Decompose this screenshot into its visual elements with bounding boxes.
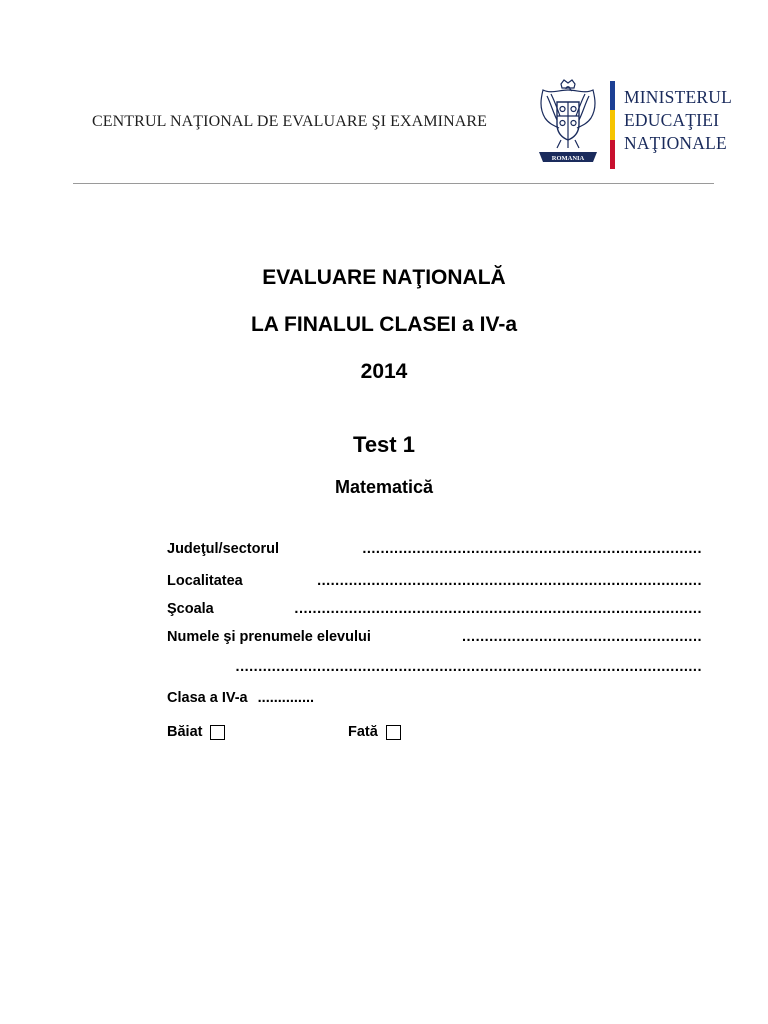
student-name-label: Numele şi prenumele elevului: [167, 629, 375, 645]
exam-title-line-1: EVALUARE NAŢIONALĂ: [262, 266, 506, 289]
county-dots: ...........................................................................: [362, 541, 702, 557]
class-label: Clasa a IV-a: [167, 690, 248, 706]
header-divider: [73, 183, 714, 184]
county-label: Judeţul/sectorul: [167, 541, 283, 557]
ministry-line-2: EDUCAŢIEI: [624, 110, 720, 130]
center-name: CENTRUL NAŢIONAL DE EVALUARE ŞI EXAMINARE: [92, 113, 488, 130]
student-name-continuation-field[interactable]: [167, 659, 702, 679]
ministry-line-1: MINISTERUL: [624, 87, 732, 107]
crest-banner-text: ROMANIA: [551, 155, 585, 162]
school-field[interactable]: [167, 601, 702, 621]
boy-label: Băiat: [167, 724, 203, 740]
gender-boy-option[interactable]: [167, 724, 225, 740]
locality-field[interactable]: [167, 573, 702, 593]
school-label: Şcoala: [167, 601, 218, 617]
continuation-label: [167, 659, 171, 675]
ministry-name: [624, 86, 732, 155]
girl-label: Fată: [348, 724, 378, 740]
subject-title: Matematică: [334, 477, 434, 497]
student-name-dots: .....................................................: [461, 629, 702, 645]
locality-dots: .....................................................................................: [317, 573, 702, 589]
exam-title: [0, 258, 768, 399]
locality-label: Localitatea: [167, 573, 247, 589]
page-header: [0, 0, 768, 185]
romanian-tricolor-bar: [610, 81, 615, 169]
exam-title-line-2: LA FINALUL CLASEI a IV-a: [250, 313, 518, 336]
county-field[interactable]: [167, 541, 702, 561]
romanian-coat-of-arms-icon: [533, 78, 603, 168]
ministry-line-3: NAŢIONALE: [624, 133, 727, 153]
test-label: Test 1: [353, 432, 415, 457]
gender-girl-option[interactable]: [348, 724, 401, 740]
exam-year: 2014: [360, 360, 408, 383]
school-dots: ..........................................................................................: [294, 601, 702, 617]
continuation-dots: .......................................................................................................: [235, 659, 702, 675]
boy-checkbox[interactable]: [210, 725, 225, 740]
student-name-field[interactable]: [167, 629, 702, 649]
class-dots: ..............: [257, 690, 315, 706]
class-field[interactable]: [167, 690, 314, 706]
girl-checkbox[interactable]: [386, 725, 401, 740]
